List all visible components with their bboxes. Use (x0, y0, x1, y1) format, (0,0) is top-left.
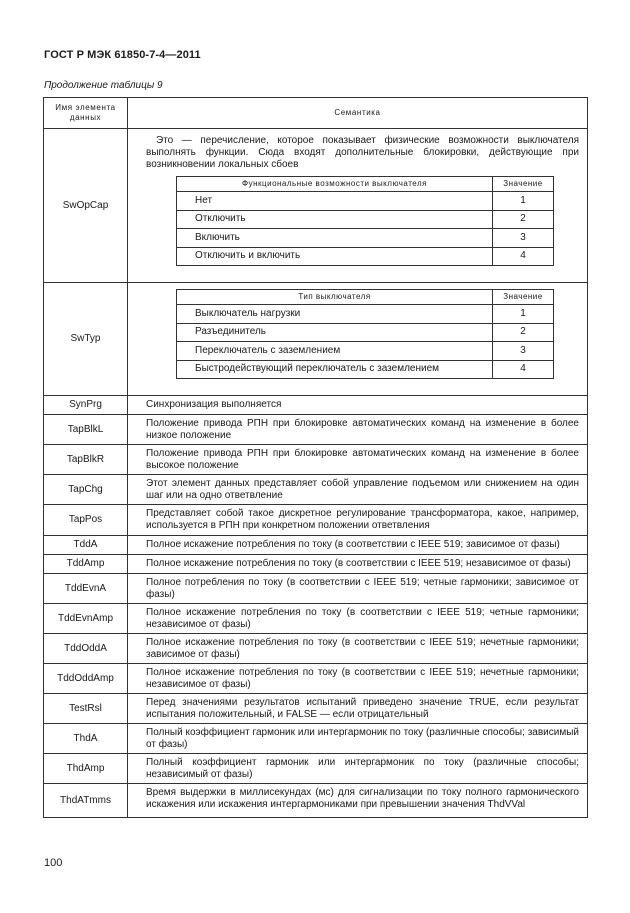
enum-header-label: Функциональные возможности выключателя (177, 177, 493, 192)
semantics-text: Полный коэффициент гармоник или интергармоник по току (различные способы; независимый от фазы) (128, 754, 588, 784)
enum-row (177, 360, 554, 379)
table-header-row (44, 98, 588, 129)
data-element-name: TddAmp (44, 555, 128, 574)
data-element-name: TddEvnA (44, 574, 128, 604)
data-element-name: TapBlkR (44, 445, 128, 475)
enum-value: 2 (493, 210, 554, 229)
enum-header-value: Значение (493, 177, 554, 192)
data-element-name: TddOddAmp (44, 664, 128, 694)
semantics-text: Время выдержки в миллисекундах (мс) для сигнализации по току полного гармонического искажения или искажения интергармониками при превышении значения ThdVVal (128, 784, 588, 818)
enum-value: 2 (493, 323, 554, 342)
semantics-text: Этот элемент данных представляет собой управление подъемом или снижением на один шаг или на одно ответвление (128, 475, 588, 505)
semantics-text: Полный коэффициент гармоник или интергармоник по току (различные способы; зависимый от фазы) (128, 724, 588, 754)
enum-label: Выключатель нагрузки (177, 305, 493, 324)
enum-row (177, 247, 554, 266)
table-row (44, 283, 588, 396)
table-caption: Продолжение таблицы 9 (44, 80, 163, 91)
enum-label: Отключить и включить (177, 247, 493, 266)
data-element-name: TddA (44, 536, 128, 555)
enum-label: Переключатель с заземлением (177, 342, 493, 361)
table-row (44, 475, 588, 505)
semantics-text: Полное искажение потребления по току (в соответствии с IEEE 519; независимое от фазы) (128, 555, 588, 574)
enum-label: Нет (177, 192, 493, 211)
data-element-name: TddEvnAmp (44, 604, 128, 634)
data-element-name: TapPos (44, 505, 128, 536)
enum-row (177, 323, 554, 342)
document-header: ГОСТ Р МЭК 61850-7-4—2011 (44, 49, 201, 61)
data-element-name: ThdA (44, 724, 128, 754)
page-number: 100 (44, 857, 63, 869)
enum-value: 4 (493, 360, 554, 379)
enum-value: 1 (493, 192, 554, 211)
semantics-text: Представляет собой такое дискретное регулирование трансформатора, какое, например, используется в РПН при конкретном положении ответвления (128, 505, 588, 536)
enum-value: 1 (493, 305, 554, 324)
column-header-name: Имя элемента данных (44, 98, 128, 129)
table-row (44, 555, 588, 574)
data-element-name: ThdATmms (44, 784, 128, 818)
table-row (44, 396, 588, 415)
semantics-text: Полное искажение потребления по току (в соответствии с IEEE 519; нечетные гармоники; независимое от фазы) (128, 664, 588, 694)
enum-label: Быстродействующий переключатель с заземлением (177, 360, 493, 379)
semantics-text: Синхронизация выполняется (128, 396, 588, 415)
enum-header-row (177, 177, 554, 192)
enum-row (177, 210, 554, 229)
data-element-name: TddOddA (44, 634, 128, 664)
data-element-name: SwOpCap (44, 129, 128, 283)
enum-header-value: Значение (493, 290, 554, 305)
table-row (44, 604, 588, 634)
semantics-text: Положение привода РПН при блокировке автоматических команд на изменение в более низкое положение (128, 415, 588, 445)
table-row (44, 445, 588, 475)
enum-value: 3 (493, 229, 554, 248)
table-row (44, 784, 588, 818)
enum-label: Включить (177, 229, 493, 248)
table-row (44, 634, 588, 664)
semantics-table (43, 97, 588, 818)
table-row (44, 129, 588, 283)
enum-row (177, 342, 554, 361)
enum-row (177, 192, 554, 211)
semantics-text: Полное искажение потребления по току (в соответствии с IEEE 519; зависимое от фазы) (128, 536, 588, 555)
table-row (44, 415, 588, 445)
semantics-cell (128, 129, 588, 283)
data-element-name: ThdAmp (44, 754, 128, 784)
data-element-name: SynPrg (44, 396, 128, 415)
table-row (44, 536, 588, 555)
enum-table (176, 176, 554, 266)
enum-row (177, 229, 554, 248)
enum-value: 4 (493, 247, 554, 266)
table-row (44, 694, 588, 724)
table-row (44, 505, 588, 536)
data-element-name: SwTyp (44, 283, 128, 396)
column-header-semantics: Семантика (128, 98, 588, 129)
enum-row (177, 305, 554, 324)
table-row (44, 754, 588, 784)
enum-label: Отключить (177, 210, 493, 229)
table-row (44, 664, 588, 694)
enum-table (176, 289, 554, 379)
semantics-cell (128, 283, 588, 396)
semantics-text: Положение привода РПН при блокировке автоматических команд на изменение в более высокое положение (128, 445, 588, 475)
semantics-text: Полное искажение потребления по току (в соответствии с IEEE 519; нечетные гармоники; зависимое от фазы) (128, 634, 588, 664)
semantics-text: Перед значениями результатов испытаний приведено значение TRUE, если результат испытания положительный, и FALSE — если отрицательный (128, 694, 588, 724)
table-row (44, 724, 588, 754)
enum-value: 3 (493, 342, 554, 361)
enum-header-row (177, 290, 554, 305)
data-element-name: TapBlkL (44, 415, 128, 445)
semantics-text: Полное потребления по току (в соответствии с IEEE 519; четные гармоники; зависимое от фазы) (128, 574, 588, 604)
enum-label: Разъединитель (177, 323, 493, 342)
data-element-name: TapChg (44, 475, 128, 505)
semantics-text: Это — перечисление, которое показывает физические возможности выключателя выполнять функции. Сюда входят дополнительные блокировки, действующие при возникновении локальных сбоев (146, 135, 579, 170)
table-row (44, 574, 588, 604)
semantics-text: Полное искажение потребления по току (в соответствии с IEEE 519; четные гармоники; независимое от фазы) (128, 604, 588, 634)
enum-header-label: Тип выключателя (177, 290, 493, 305)
data-element-name: TestRsl (44, 694, 128, 724)
